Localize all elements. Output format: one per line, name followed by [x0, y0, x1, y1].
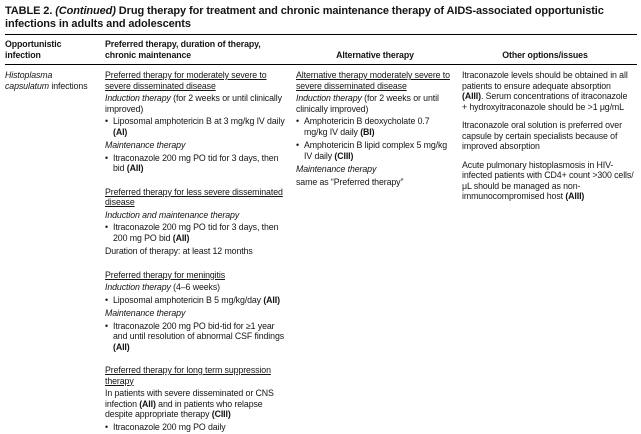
bullet-icon: •: [105, 421, 108, 432]
therapy-text: [105, 308, 288, 319]
text-segment: (AIII): [462, 91, 481, 101]
text-segment: Preferred therapy for less severe disseminated disease: [105, 186, 283, 207]
table-row-histoplasma: [5, 65, 637, 434]
text-segment: Induction therapy: [105, 93, 171, 103]
table-title-prefix: TABLE 2.: [5, 5, 56, 17]
text-segment: (AII): [263, 294, 280, 305]
text-segment: and in patients who relapse despite appropriate therapy: [105, 398, 263, 419]
text-segment: Amphotericin B lipid complex 5 mg/kg IV daily: [304, 140, 448, 161]
text-segment: Maintenance therapy: [105, 308, 186, 318]
infection-name-cell: [5, 70, 105, 434]
therapy-section-heading: [105, 270, 288, 281]
col-header-opportunistic-infection: Opportunistic infection: [5, 39, 62, 60]
therapy-bullet-item: [296, 140, 454, 161]
bullet-text: [304, 140, 454, 161]
text-segment: Preferred therapy for moderately severe to severe disseminated disease: [105, 70, 267, 91]
text-segment: (AI): [113, 126, 128, 137]
bullet-text: [113, 295, 280, 306]
bullet-text: [113, 153, 288, 174]
therapy-section-heading: [105, 365, 288, 386]
table-title: [5, 5, 637, 30]
therapy-bullet-item: [105, 422, 288, 433]
bullet-icon: •: [105, 152, 108, 163]
text-segment: (4–6 weeks): [170, 282, 220, 292]
text-segment: Induction therapy: [105, 282, 171, 292]
text-segment: Itraconazole 200 mg PO daily: [113, 421, 226, 432]
text-segment: Itraconazole 200 mg PO tid for 3 days, then 200 mg PO bid: [113, 222, 279, 243]
text-segment: Maintenance therapy: [105, 140, 186, 150]
bullet-icon: •: [105, 222, 108, 232]
other-options-cell: [462, 70, 636, 434]
therapy-section-heading: [105, 70, 288, 91]
text-segment: (CIII): [334, 150, 354, 161]
text-segment: (AII): [139, 398, 156, 409]
text-segment: Histoplasma capsulatum: [5, 70, 53, 91]
bullet-text: [113, 321, 288, 353]
therapy-text: [105, 246, 288, 257]
col-header-preferred-therapy: Preferred therapy, duration of therapy, chronic maintenance: [105, 39, 261, 60]
bullet-text: [113, 422, 226, 433]
text-segment: Itraconazole 200 mg PO bid-tid for ≥1 year and until resolution of abnormal CSF findings: [113, 320, 285, 341]
bullet-icon: •: [105, 320, 108, 331]
table-title-rest: Drug therapy for treatment and chronic maintenance therapy of AIDS-associated opportunistic infections in adults and adolescents: [5, 5, 604, 30]
bullet-text: [113, 116, 288, 137]
therapy-bullet-item: [105, 116, 288, 137]
therapy-text: [296, 177, 454, 188]
bullet-icon: •: [105, 294, 108, 305]
text-segment: Liposomal amphotericin B 5 mg/kg/day: [113, 294, 264, 305]
table-title-continued: (Continued): [55, 5, 116, 17]
text-segment: Itraconazole levels should be obtained in all patients to ensure adequate absorption: [462, 70, 628, 91]
table-header-row: [5, 35, 637, 64]
text-segment: (for 2 weeks or until clinically improved): [296, 93, 439, 114]
text-segment: Preferred therapy for meningitis: [105, 269, 226, 280]
therapy-text: [105, 388, 288, 420]
bullet-icon: •: [296, 140, 299, 150]
text-segment: Duration of therapy: at least 12 months: [105, 246, 253, 256]
therapy-text: [105, 93, 288, 114]
text-segment: In patients with severe disseminated or CNS infection: [105, 388, 274, 409]
text-segment: Itraconazole 200 mg PO tid for 3 days, then bid: [113, 152, 279, 173]
therapy-text: [462, 70, 634, 112]
text-segment: . Serum concentrations of itraconazole + hydroxyitraconazole should be >1 μg/mL: [462, 91, 628, 112]
text-segment: (AIII): [565, 191, 585, 201]
therapy-text: [105, 282, 288, 293]
therapy-text: [296, 164, 454, 175]
bullet-icon: •: [105, 116, 108, 126]
text-segment: (CIII): [211, 409, 231, 419]
text-segment: Acute pulmonary histoplasmosis in HIV-infected patients with CD4+ count >300 cells/μL should be managed as non-immunocompromised host: [462, 159, 634, 201]
text-segment: Amphotericin B deoxycholate 0.7 mg/kg IV daily: [304, 116, 430, 137]
therapy-text: [105, 210, 288, 221]
text-segment: (AII): [172, 232, 190, 243]
therapy-text: [462, 160, 634, 202]
alternative-therapy-cell: [296, 70, 462, 434]
text-segment: Itraconazole oral solution is preferred over capsule by certain specialists because of improved absorption: [462, 120, 622, 151]
therapy-bullet-item: [105, 153, 288, 174]
therapy-bullet-item: [105, 321, 288, 353]
col-header-alternative-therapy: Alternative therapy: [336, 49, 414, 60]
therapy-bullet-item: [105, 295, 288, 306]
text-segment: Preferred therapy for long term suppression therapy: [105, 365, 271, 386]
col-header-other-options: Other options/issues: [502, 49, 588, 60]
text-segment: Induction and maintenance therapy: [105, 209, 240, 220]
text-segment: Liposomal amphotericin B at 3 mg/kg IV daily: [113, 116, 285, 126]
bullet-text: [304, 116, 454, 137]
text-segment: infections: [49, 80, 88, 91]
preferred-therapy-cell: [105, 70, 296, 434]
therapy-text: [105, 140, 288, 151]
text-segment: (AII): [126, 163, 144, 173]
text-segment: (BI): [360, 126, 375, 137]
text-segment: Induction therapy: [296, 93, 362, 103]
text-segment: Alternative therapy moderately severe to severe disseminated disease: [296, 70, 450, 91]
therapy-bullet-item: [105, 222, 288, 243]
text-segment: Maintenance therapy: [296, 164, 377, 174]
therapy-text: [5, 70, 97, 91]
therapy-bullet-item: [296, 116, 454, 137]
therapy-text: [296, 93, 454, 114]
therapy-text: [462, 120, 634, 152]
bullet-icon: •: [296, 116, 299, 126]
bullet-text: [113, 222, 288, 243]
therapy-section-heading: [105, 187, 288, 208]
text-segment: same as “Preferred therapy”: [296, 176, 404, 187]
text-segment: (for 2 weeks or until clinically improved): [105, 93, 282, 114]
text-segment: (AII): [113, 341, 130, 352]
therapy-section-heading: [296, 70, 454, 91]
